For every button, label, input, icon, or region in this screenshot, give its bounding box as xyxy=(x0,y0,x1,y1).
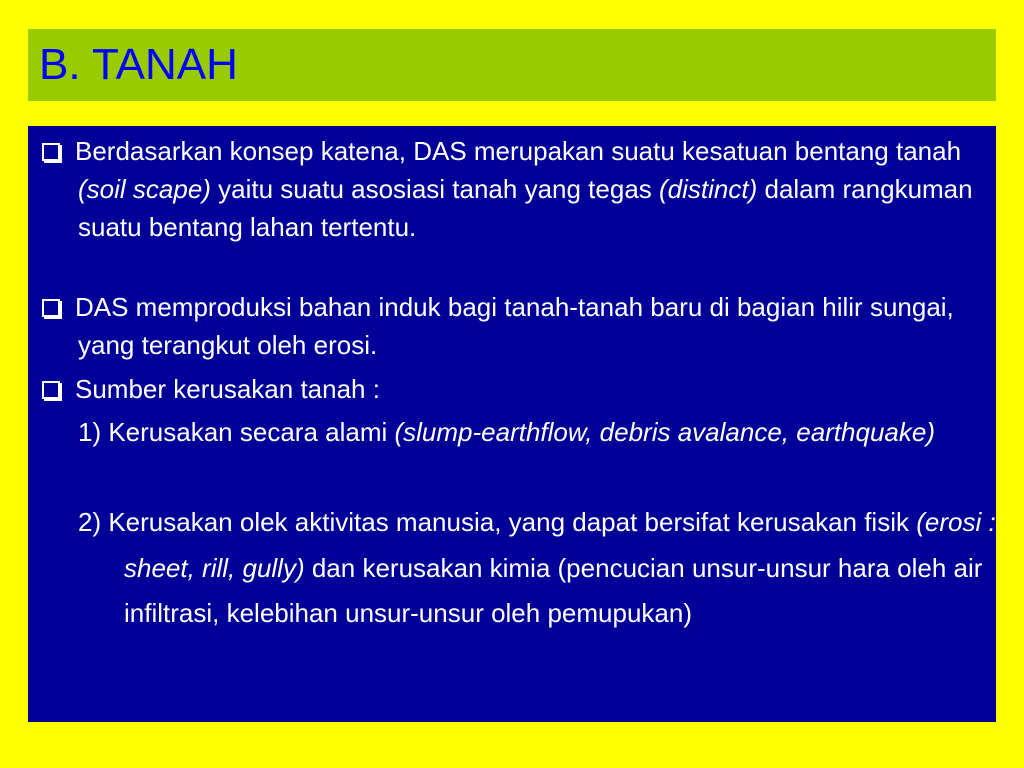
bullet-item-sumber-kerusakan xyxy=(42,370,1008,408)
content-box xyxy=(28,126,996,722)
bullet-text: yaitu suatu asosiasi tanah yang tegas xyxy=(210,174,660,204)
sub-item-text: dan kerusakan kimia (pencucian unsur-unsur hara oleh air infiltrasi, kelebihan unsur-unsur oleh pemupukan) xyxy=(124,552,983,628)
title-bar xyxy=(28,29,996,101)
bullet-item-katena xyxy=(42,132,1008,246)
bullet-text: DAS memproduksi bahan induk bagi tanah-tanah baru di bagian hilir sungai, yang terangkut oleh erosi. xyxy=(75,292,954,360)
bullet-text: Berdasarkan konsep katena, DAS merupakan suatu kesatuan bentang tanah xyxy=(75,136,962,166)
sub-item-italic-term: (slump-earthflow, debris avalance, earthquake) xyxy=(394,417,935,447)
checkbox-icon xyxy=(42,299,60,317)
sub-item-text: 1) Kerusakan secara alami xyxy=(78,417,395,447)
checkbox-icon xyxy=(42,381,60,399)
bullet-text: Sumber kerusakan tanah : xyxy=(75,374,380,404)
sub-item-text: 2) Kerusakan olek aktivitas manusia, yang dapat bersifat kerusakan fisik xyxy=(78,507,917,537)
sub-item-alami xyxy=(78,410,1024,456)
checkbox-icon xyxy=(42,143,60,161)
slide-title: B. TANAH xyxy=(39,40,238,89)
sub-item-italic-term: (erosi : sheet, rill, gully) xyxy=(124,507,996,583)
sub-item-manusia xyxy=(78,500,1024,637)
bullet-item-bahan-induk xyxy=(42,288,1008,364)
bullet-italic-term: (distinct) xyxy=(659,174,758,204)
bullet-italic-term: (soil scape) xyxy=(78,174,211,204)
bullet-text: dalam rangkuman suatu bentang lahan tertentu. xyxy=(78,174,973,242)
